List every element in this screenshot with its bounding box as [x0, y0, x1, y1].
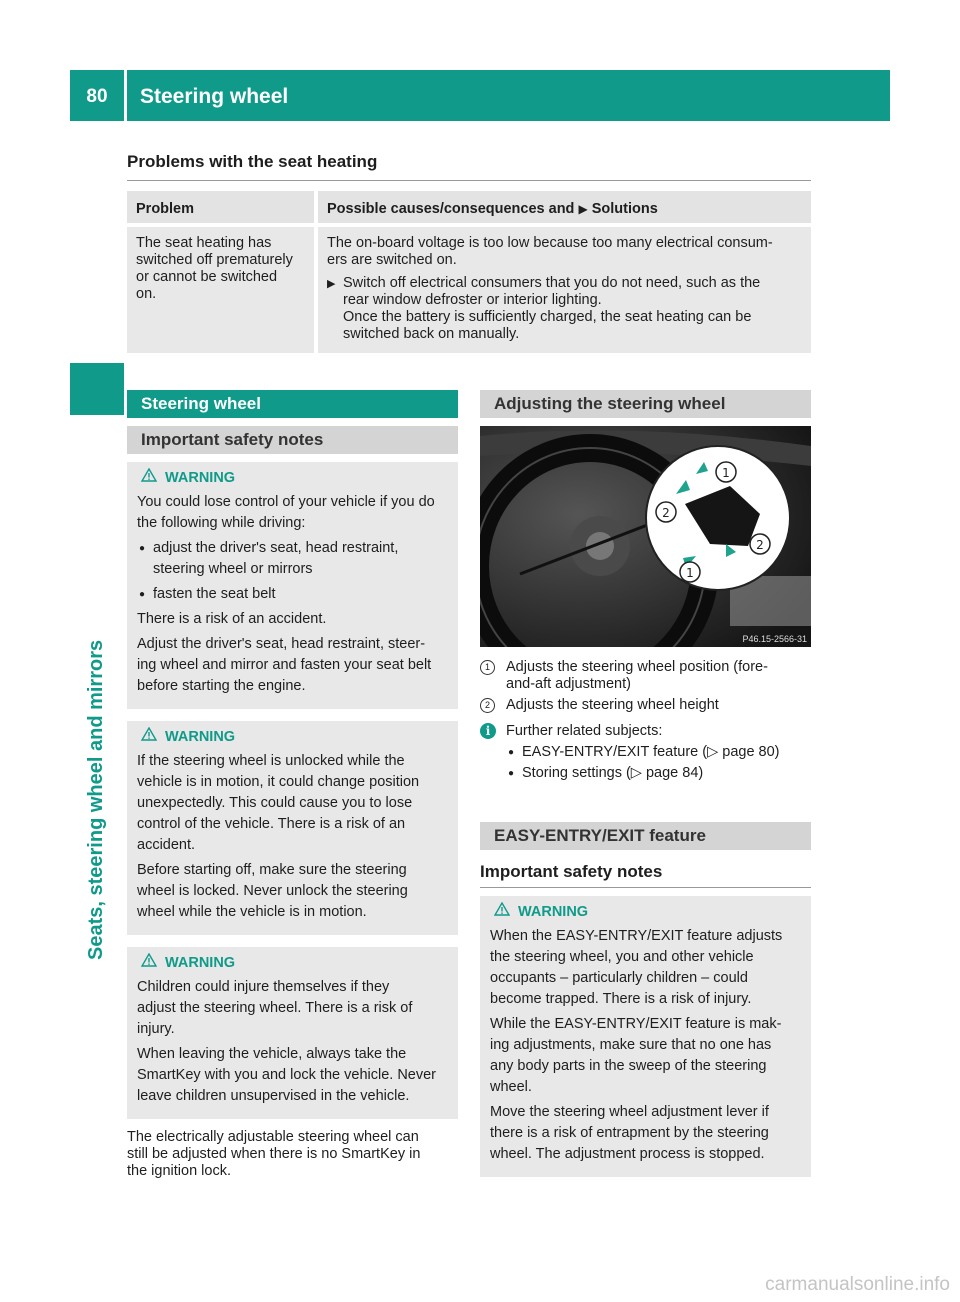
watermark: carmanualsonline.info: [765, 1274, 950, 1295]
section-band-easy-entry: EASY-ENTRY/EXIT feature: [480, 822, 811, 850]
warning-triangle-icon: [141, 468, 157, 489]
warning-heading: WARNING: [137, 727, 450, 748]
arrow-right-icon: ▶: [578, 202, 588, 216]
solution-cell: The on-board voltage is too low because too many electrical consum- ers are switched on. ▶ Switch off electrical consumers that you do not need, such as the rear window defroster or interior lighting. Once the battery is sufficiently charged, the seat heating can be switched back on manually.: [318, 227, 811, 353]
warning-box-1: WARNING You could lose control of your vehicle if you do the following while driving: ● adjust the driver's seat, head restraint, steering wheel or mirrors ● fasten the seat belt There is a risk of an accident. Adjust the driver's seat, head restraint, steer- ing wheel and mirror and fasten your seat belt before starting the engine.: [127, 462, 458, 709]
warning-heading: WARNING: [137, 468, 450, 489]
header-separator: [124, 70, 127, 121]
right-column: [480, 390, 811, 1177]
steering-wheel-adjustment-image: [480, 426, 811, 647]
col-solutions-prefix: Possible causes/consequences and: [327, 201, 575, 217]
problems-table-header: [127, 191, 811, 223]
divider: [480, 887, 811, 888]
closing-paragraph: The electrically adjustable steering wheel can still be adjusted when there is no SmartKey in the ignition lock.: [127, 1129, 421, 1179]
problems-section: [127, 152, 811, 353]
warning-heading: WARNING: [490, 902, 803, 923]
info-icon: i: [480, 723, 496, 739]
warning-triangle-icon: [494, 902, 510, 923]
problem-cell: The seat heating has switched off prematurely or cannot be switched on.: [127, 227, 318, 353]
warning-box-2: WARNING If the steering wheel is unlocked while the vehicle is in motion, it could change position unexpectedly. This could cause you to lose control of the vehicle. There is a risk of an accident. Before starting off, make sure the steering wheel is locked. Never unlock the steering wheel while the vehicle is in motion.: [127, 721, 458, 935]
safety-notes-title: Important safety notes: [480, 862, 663, 881]
sidebar-block: [70, 363, 124, 415]
warning-box-3: WARNING Children could injure themselves if they adjust the steering wheel. There is a risk of injury. When leaving the vehicle, always take the SmartKey with you and lock the vehicle. Never leave children unsupervised in the vehicle.: [127, 947, 458, 1119]
warning-triangle-icon: [141, 727, 157, 748]
related-link-storing-settings[interactable]: ● Storing settings (▷ page 84): [506, 763, 811, 784]
section-band-adjusting: Adjusting the steering wheel: [480, 390, 811, 418]
svg-text:2: 2: [662, 506, 670, 520]
arrow-right-icon: ▶: [327, 278, 336, 290]
page-title: Steering wheel: [140, 85, 289, 108]
left-column: [127, 390, 458, 1180]
list-item: ● adjust the driver's seat, head restraint, steering wheel or mirrors: [137, 538, 450, 580]
sidebar-chapter-label: Seats, steering wheel and mirrors: [85, 639, 107, 960]
problems-title: Problems with the seat heating: [127, 152, 378, 171]
sub-band-important-safety-notes: Important safety notes: [127, 426, 458, 454]
page-number: 80: [86, 86, 108, 107]
divider: [127, 180, 811, 181]
legend-item-1: 1 Adjusts the steering wheel position (fore- and-aft adjustment): [480, 659, 811, 693]
callout-1-icon: 1: [480, 660, 495, 675]
svg-text:1: 1: [686, 566, 694, 580]
warning-box-4: WARNING When the EASY-ENTRY/EXIT feature adjusts the steering wheel, you and other vehicle occupants – particularly children – could become trapped. There is a risk of injury. While the EASY-ENTRY/EXIT feature is mak- ing adjustments, make sure that no one has any body parts in the sweep of the steering wheel. Move the steering wheel adjustment lever if there is a risk of entrapment by the steering wheel. The adjustment process is stopped.: [480, 896, 811, 1177]
svg-text:1: 1: [722, 466, 730, 480]
warning-triangle-icon: [141, 953, 157, 974]
col-solutions-suffix: Solutions: [591, 201, 658, 217]
col-problem-header: Problem: [127, 191, 318, 223]
related-link-easy-entry[interactable]: ● EASY-ENTRY/EXIT feature (▷ page 80): [506, 742, 811, 763]
action-step: ▶ Switch off electrical consumers that you do not need, such as the rear window defroster or interior lighting. Once the battery is sufficiently charged, the seat heating can be switched back on manually.: [327, 275, 761, 342]
list-item: ● fasten the seat belt: [137, 584, 450, 605]
warning-heading: WARNING: [137, 953, 450, 974]
callout-2-icon: 2: [480, 698, 495, 713]
problems-table-row: [127, 227, 811, 353]
legend-item-2: 2 Adjusts the steering wheel height: [480, 697, 811, 714]
col-solutions-header: [318, 191, 811, 223]
section-band-steering-wheel: Steering wheel: [127, 390, 458, 418]
image-code: P46.15-2566-31: [742, 634, 807, 644]
info-block: i Further related subjects: ● EASY-ENTRY/EXIT feature (▷ page 80) ● Storing settings (▷ page 84): [480, 721, 811, 784]
svg-text:2: 2: [756, 538, 764, 552]
